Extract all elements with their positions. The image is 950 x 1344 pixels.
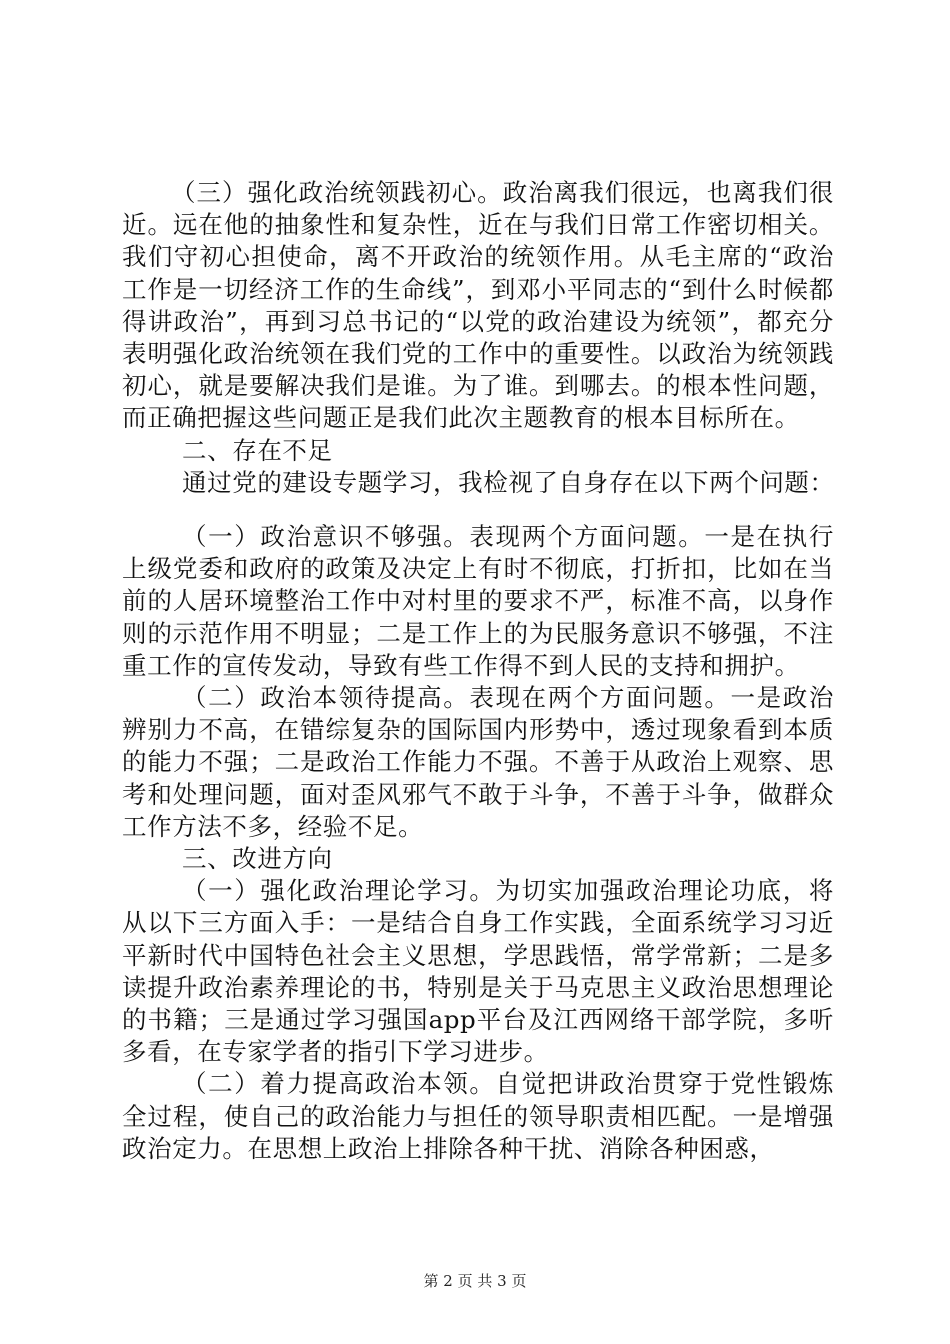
section-heading-shortcomings: 二、存在不足 [182,435,333,465]
paragraph-improve-ability: （二）着力提高政治本领。自觉把讲政治贯穿于党性锻炼全过程，使自己的政治能力与担任的领导职责相匹配。一是增强政治定力。在思想上政治上排除各种干扰、消除各种困惑， [122,1069,834,1163]
paragraph-political-ability: （二）政治本领待提高。表现在两个方面问题。一是政治辨别力不高，在错综复杂的国际国内形势中，透过现象看到本质的能力不强；二是政治工作能力不强。不善于从政治上观察、思考和处理问题，面对歪风邪气不敢于斗争，不善于斗争，做群众工作方法不多，经验不足。 [122,683,834,841]
section-heading-improvement: 三、改进方向 [182,844,333,874]
paragraph-political-awareness: （一）政治意识不够强。表现两个方面问题。一是在执行上级党委和政府的政策及决定上有时不彻底，打折扣，比如在当前的人居环境整治工作中对村里的要求不严，标准不高，以身作则的示范作用不明显；二是工作上的为民服务意识不够强，不注重工作的宣传发动，导致有些工作得不到人民的支持和拥护。 [122,522,834,680]
document-body [122,177,834,1165]
page-footer: 第 2 页 共 3 页 [423,1272,527,1290]
paragraph-theory-study: （一）强化政治理论学习。为切实加强政治理论功底，将从以下三方面入手：一是结合自身工作实践，全面系统学习习近平新时代中国特色社会主义思想，学思践悟，常学常新；二是多读提升政治素养理论的书，特别是关于马克思主义政治思想理论的书籍；三是通过学习强国app平台及江西网络干部学院，多听多看，在专家学者的指引下学习进步。 [122,876,834,1067]
paragraph-shortcomings-intro: 通过党的建设专题学习，我检视了自身存在以下两个问题： [182,467,835,497]
paragraph-political-leadership: （三）强化政治统领践初心。政治离我们很远，也离我们很近。远在他的抽象性和复杂性，近在与我们日常工作密切相关。我们守初心担使命，离不开政治的统领作用。从毛主席的“政治工作是一切经济工作的生命线”，到邓小平同志的“到什么时候都得讲政治”，再到习总书记的“以党的政治建设为统领”，都充分表明强化政治统领在我们党的工作中的重要性。以政治为统领践初心，就是要解决我们是谁。为了谁。到哪去。的根本性问题，而正确把握这些问题正是我们此次主题教育的根本目标所在。 [122,178,834,433]
